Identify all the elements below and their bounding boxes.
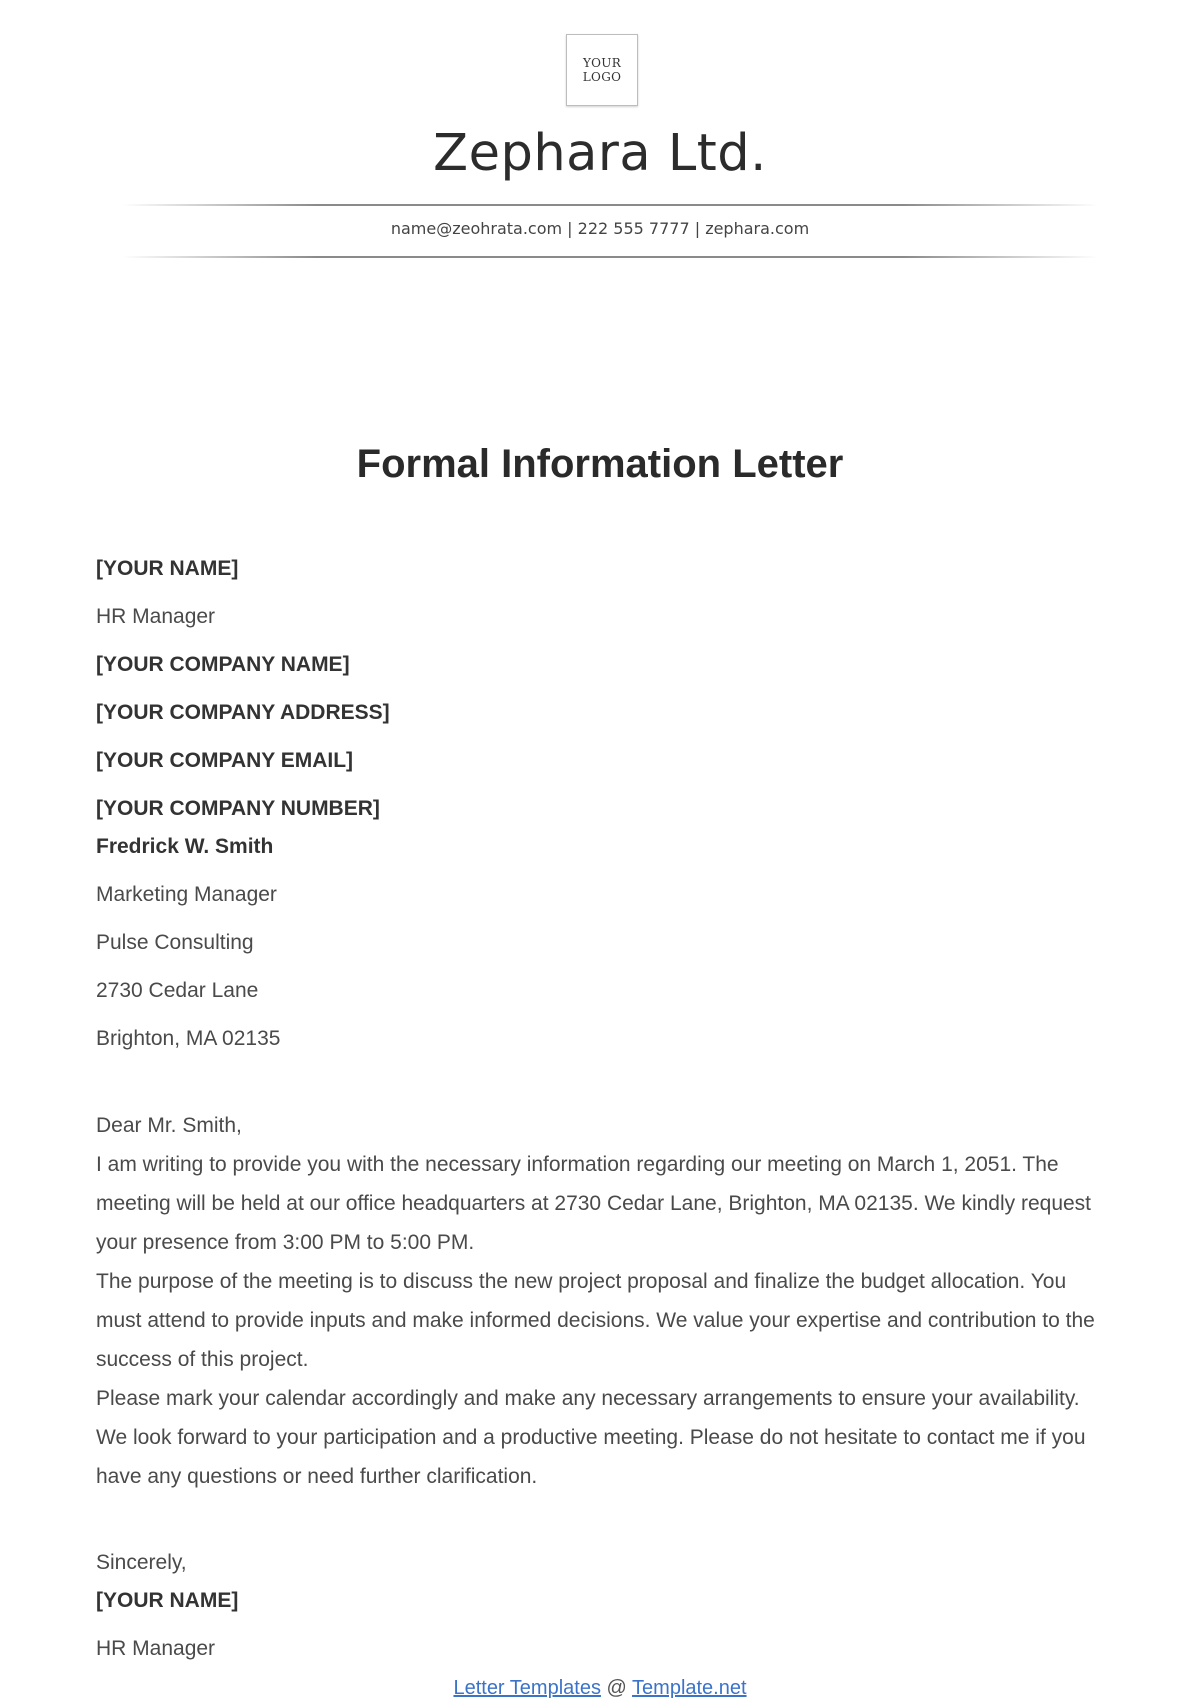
logo-placeholder [566,34,638,106]
body-paragraph-3: Please mark your calendar accordingly and make any necessary arrangements to ensure your availability. We look forward to your participation and a productive meeting. Please do not hesitate to contact me if you have any questions or need further clarification. [96,1387,1086,1488]
logo-text-line1: YOUR [582,56,622,70]
salutation: Dear Mr. Smith, [96,1114,242,1137]
recipient-company: Pulse Consulting [96,931,254,954]
closing-name: [YOUR NAME] [96,1589,239,1612]
logo-text-line2: LOGO [582,70,622,84]
sender-company-email: [YOUR COMPANY EMAIL] [96,749,354,772]
letter-templates-link[interactable]: Letter Templates [453,1677,601,1699]
sign-off: Sincerely, [96,1551,187,1574]
sender-name: [YOUR NAME] [96,557,239,580]
recipient-position: Marketing Manager [96,883,277,906]
recipient-city: Brighton, MA 02135 [96,1027,281,1050]
company-name: Zephara Ltd. [433,124,767,183]
template-footer [0,1676,1200,1700]
company-contact-line: name@zeohrata.com | 222 555 7777 | zephara.com [390,219,810,238]
sender-company-address: [YOUR COMPANY ADDRESS] [96,701,390,724]
letter-title: Formal Information Letter [356,442,844,486]
recipient-name: Fredrick W. Smith [96,835,274,858]
sender-company-number: [YOUR COMPANY NUMBER] [96,797,380,820]
sender-company-name: [YOUR COMPANY NAME] [96,653,350,676]
body-paragraph-2: The purpose of the meeting is to discuss the new project proposal and finalize the budget allocation. You must attend to provide inputs and make informed decisions. We value your expertise and contribution to the success of this project. [96,1270,1095,1371]
recipient-street: 2730 Cedar Lane [96,979,259,1002]
header-divider-top [122,204,1098,206]
body-paragraph-1: I am writing to provide you with the necessary information regarding our meeting on March 1, 2051. The meeting will be held at our office headquarters at 2730 Cedar Lane, Brighton, MA 02135. We kindly request your presence from 3:00 PM to 5:00 PM. [96,1153,1092,1254]
footer-separator: @ [606,1677,627,1699]
sender-position: HR Manager [96,605,216,628]
template-net-link[interactable]: Template.net [632,1677,747,1699]
header-divider-bottom [122,256,1098,258]
closing-position: HR Manager [96,1637,216,1660]
